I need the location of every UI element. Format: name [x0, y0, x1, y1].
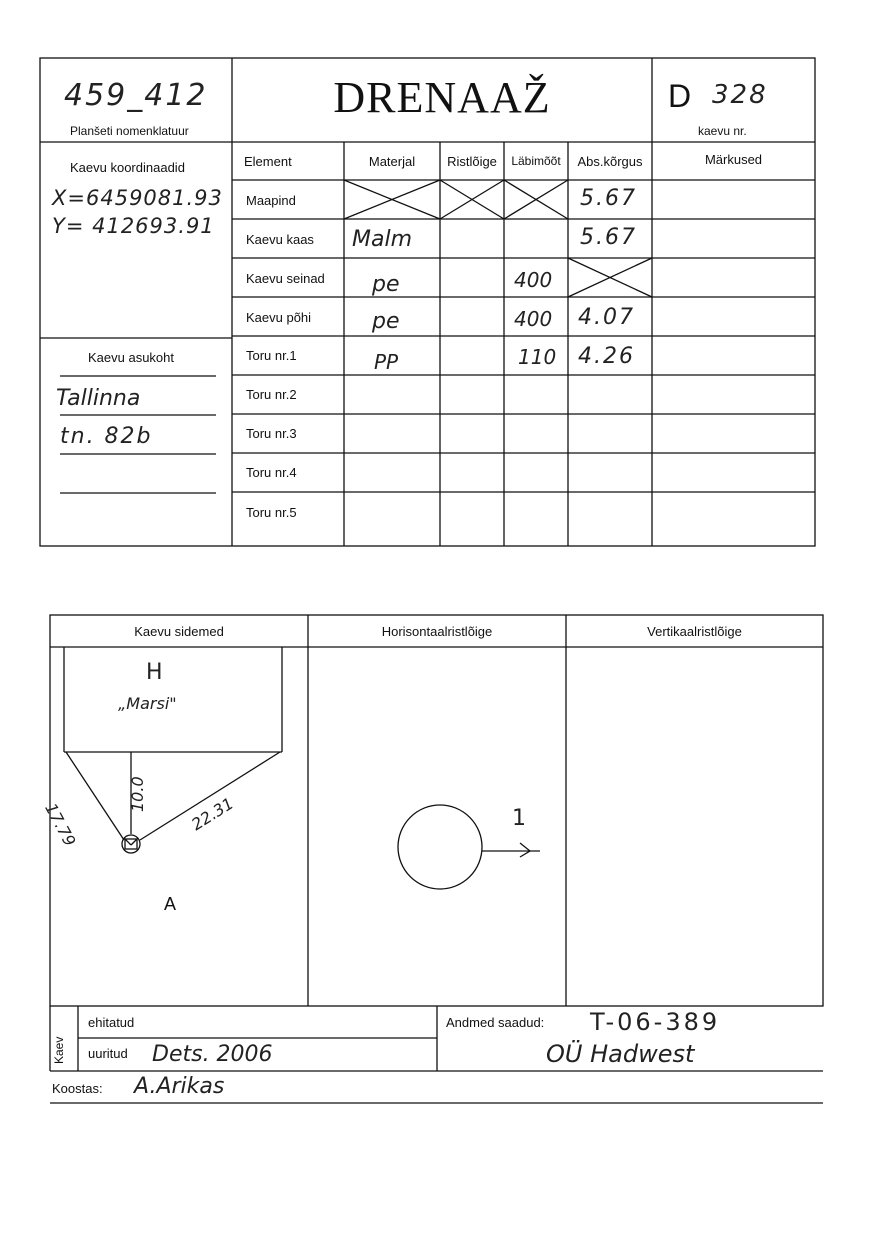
surveyed-label: uuritud [88, 1046, 128, 1061]
building-name: „Marsi" [118, 694, 177, 713]
row-abs-height: 4.07 [578, 305, 635, 330]
header-abs-height: Abs.kõrgus [577, 154, 643, 169]
well-ties-sketch [64, 647, 282, 853]
compiled-label: Koostas: [52, 1081, 103, 1096]
row-abs-height: 4.26 [578, 344, 635, 369]
well-number-value: 328 [712, 80, 768, 110]
data-received-label: Andmed saadud: [446, 1015, 545, 1030]
distance-right: 22.31 [188, 793, 237, 835]
row-element: Toru nr.4 [246, 465, 297, 480]
sketch-header-horizontal: Horisontaalristlõige [381, 624, 493, 639]
header-diameter: Läbimõõt [511, 154, 561, 168]
distance-left: 17.79 [41, 800, 80, 850]
data-received-value: T-06-389 [590, 1008, 721, 1036]
row-abs-height: 5.67 [580, 225, 637, 250]
sheet-nomenclature-label: Planšeti nomenklatuur [70, 124, 189, 138]
well-number-label: kaevu nr. [698, 124, 747, 138]
row-element: Maapind [246, 193, 296, 208]
row-element: Kaevu põhi [246, 310, 312, 325]
built-label: ehitatud [88, 1015, 135, 1030]
row-material: PP [374, 350, 399, 374]
coordinates-label: Kaevu koordinaadid [70, 160, 185, 175]
row-abs-height: 5.67 [580, 186, 637, 211]
row-element: Toru nr.2 [246, 387, 297, 402]
location-line2: tn. 82b [60, 424, 153, 449]
sheet-nomenclature-value: 459_412 [64, 78, 208, 113]
point-label: A [164, 894, 177, 914]
row-element: Toru nr.3 [246, 426, 297, 441]
distance-center: 10.0 [128, 776, 147, 812]
row-material: Malm [352, 227, 413, 252]
header-material: Materjal [368, 154, 416, 169]
row-diameter: 110 [518, 345, 557, 369]
surveyed-value: Dets. 2006 [152, 1042, 273, 1067]
row-element: Kaevu kaas [246, 232, 314, 247]
row-material: pe [372, 309, 400, 334]
coordinate-x: X=6459081.93 [52, 186, 223, 210]
pipe-label: 1 [512, 806, 526, 831]
location-line1: Tallinna [56, 386, 141, 411]
row-material: pe [372, 272, 400, 297]
location-label: Kaevu asukoht [88, 350, 175, 365]
well-prefix: D [668, 78, 692, 114]
building-letter: H [146, 660, 163, 685]
row-element: Toru nr.1 [246, 348, 297, 363]
compiled-value: A.Arikas [134, 1074, 225, 1099]
sketch-header-vertical: Vertikaalristlõige [647, 624, 742, 639]
coordinate-y: Y= 412693.91 [52, 214, 215, 238]
company-name: OÜ Hadwest [546, 1040, 695, 1068]
page-title: DRENAAŽ [333, 73, 551, 122]
header-notes: Märkused [704, 152, 763, 167]
row-diameter: 400 [514, 268, 553, 292]
header-element: Element [244, 154, 292, 169]
row-element: Toru nr.5 [246, 505, 297, 520]
row-element: Kaevu seinad [246, 271, 325, 286]
row-diameter: 400 [514, 307, 553, 331]
side-label: Kaev [52, 1036, 66, 1064]
header-cross-section: Ristlõige [447, 154, 497, 169]
sketch-header-ties: Kaevu sidemed [134, 624, 224, 639]
